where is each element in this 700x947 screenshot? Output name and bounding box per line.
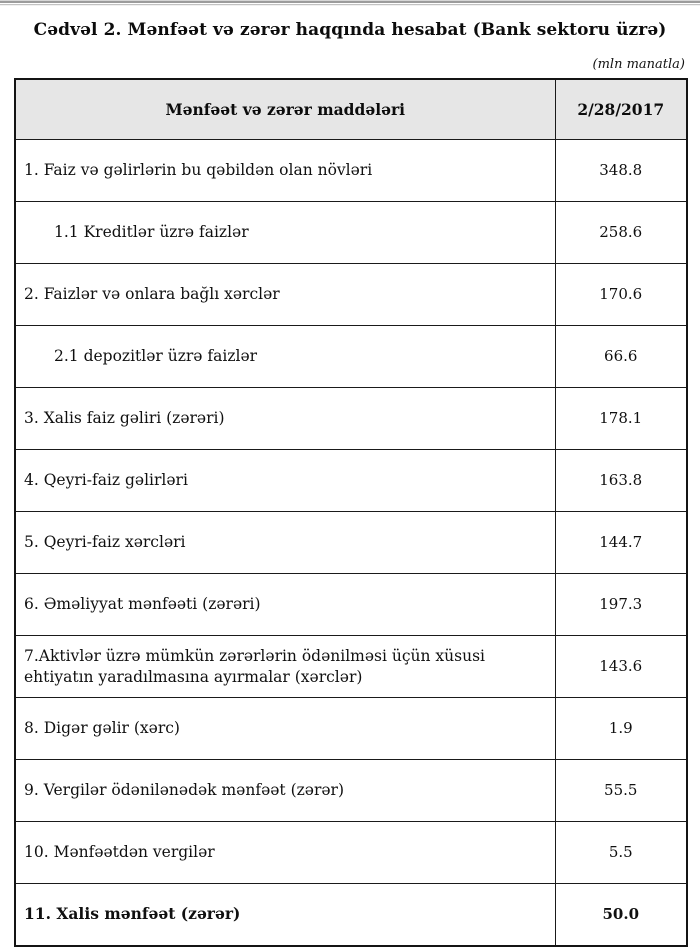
row-label: 5. Qeyri-faiz xərcləri bbox=[15, 512, 555, 574]
row-label: 2.1 depozitlər üzrə faizlər bbox=[15, 326, 555, 388]
table-row bbox=[15, 202, 687, 264]
row-label: 1.1 Kreditlər üzrə faizlər bbox=[15, 202, 555, 264]
row-value: 144.7 bbox=[555, 512, 687, 574]
unit-note: (mln manatla) bbox=[592, 57, 685, 72]
row-label: 6. Əməliyyat mənfəəti (zərəri) bbox=[15, 574, 555, 636]
row-label: 1. Faiz və gəlirlərin bu qəbildən olan növləri bbox=[15, 140, 555, 202]
top-rule bbox=[0, 0, 700, 7]
table-header bbox=[15, 79, 687, 140]
row-label: 11. Xalis mənfəət (zərər) bbox=[15, 884, 555, 947]
row-value: 50.0 bbox=[555, 884, 687, 947]
row-value: 178.1 bbox=[555, 388, 687, 450]
row-label: 3. Xalis faiz gəliri (zərəri) bbox=[15, 388, 555, 450]
header-row bbox=[15, 79, 687, 140]
row-value: 258.6 bbox=[555, 202, 687, 264]
table-row bbox=[15, 698, 687, 760]
table-body bbox=[15, 140, 687, 947]
row-label: 10. Mənfəətdən vergilər bbox=[15, 822, 555, 884]
row-value: 348.8 bbox=[555, 140, 687, 202]
header-items-label: Mənfəət və zərər maddələri bbox=[15, 79, 555, 140]
row-value: 197.3 bbox=[555, 574, 687, 636]
table-row bbox=[15, 140, 687, 202]
row-value: 66.6 bbox=[555, 326, 687, 388]
table-row bbox=[15, 822, 687, 884]
row-value: 5.5 bbox=[555, 822, 687, 884]
table-row bbox=[15, 264, 687, 326]
table-row bbox=[15, 388, 687, 450]
row-value: 143.6 bbox=[555, 636, 687, 698]
profit-loss-table bbox=[14, 78, 688, 947]
table-row bbox=[15, 636, 687, 698]
row-label: 2. Faizlər və onlara bağlı xərclər bbox=[15, 264, 555, 326]
row-value: 163.8 bbox=[555, 450, 687, 512]
row-label: 4. Qeyri-faiz gəlirləri bbox=[15, 450, 555, 512]
row-label: 9. Vergilər ödənilənədək mənfəət (zərər) bbox=[15, 760, 555, 822]
table-row bbox=[15, 512, 687, 574]
page-title: Cədvəl 2. Mənfəət və zərər haqqında hesabat (Bank sektoru üzrə) bbox=[33, 20, 667, 40]
row-value: 1.9 bbox=[555, 698, 687, 760]
table-row bbox=[15, 760, 687, 822]
header-date-label: 2/28/2017 bbox=[555, 79, 687, 140]
table-row bbox=[15, 574, 687, 636]
row-value: 55.5 bbox=[555, 760, 687, 822]
row-value: 170.6 bbox=[555, 264, 687, 326]
row-label: 7.Aktivlər üzrə mümkün zərərlərin ödənilməsi üçün xüsusi ehtiyatın yaradılmasına ayırmalar (xərclər) bbox=[15, 636, 555, 698]
table-row bbox=[15, 884, 687, 947]
row-label: 8. Digər gəlir (xərc) bbox=[15, 698, 555, 760]
table-row bbox=[15, 450, 687, 512]
table-row bbox=[15, 326, 687, 388]
